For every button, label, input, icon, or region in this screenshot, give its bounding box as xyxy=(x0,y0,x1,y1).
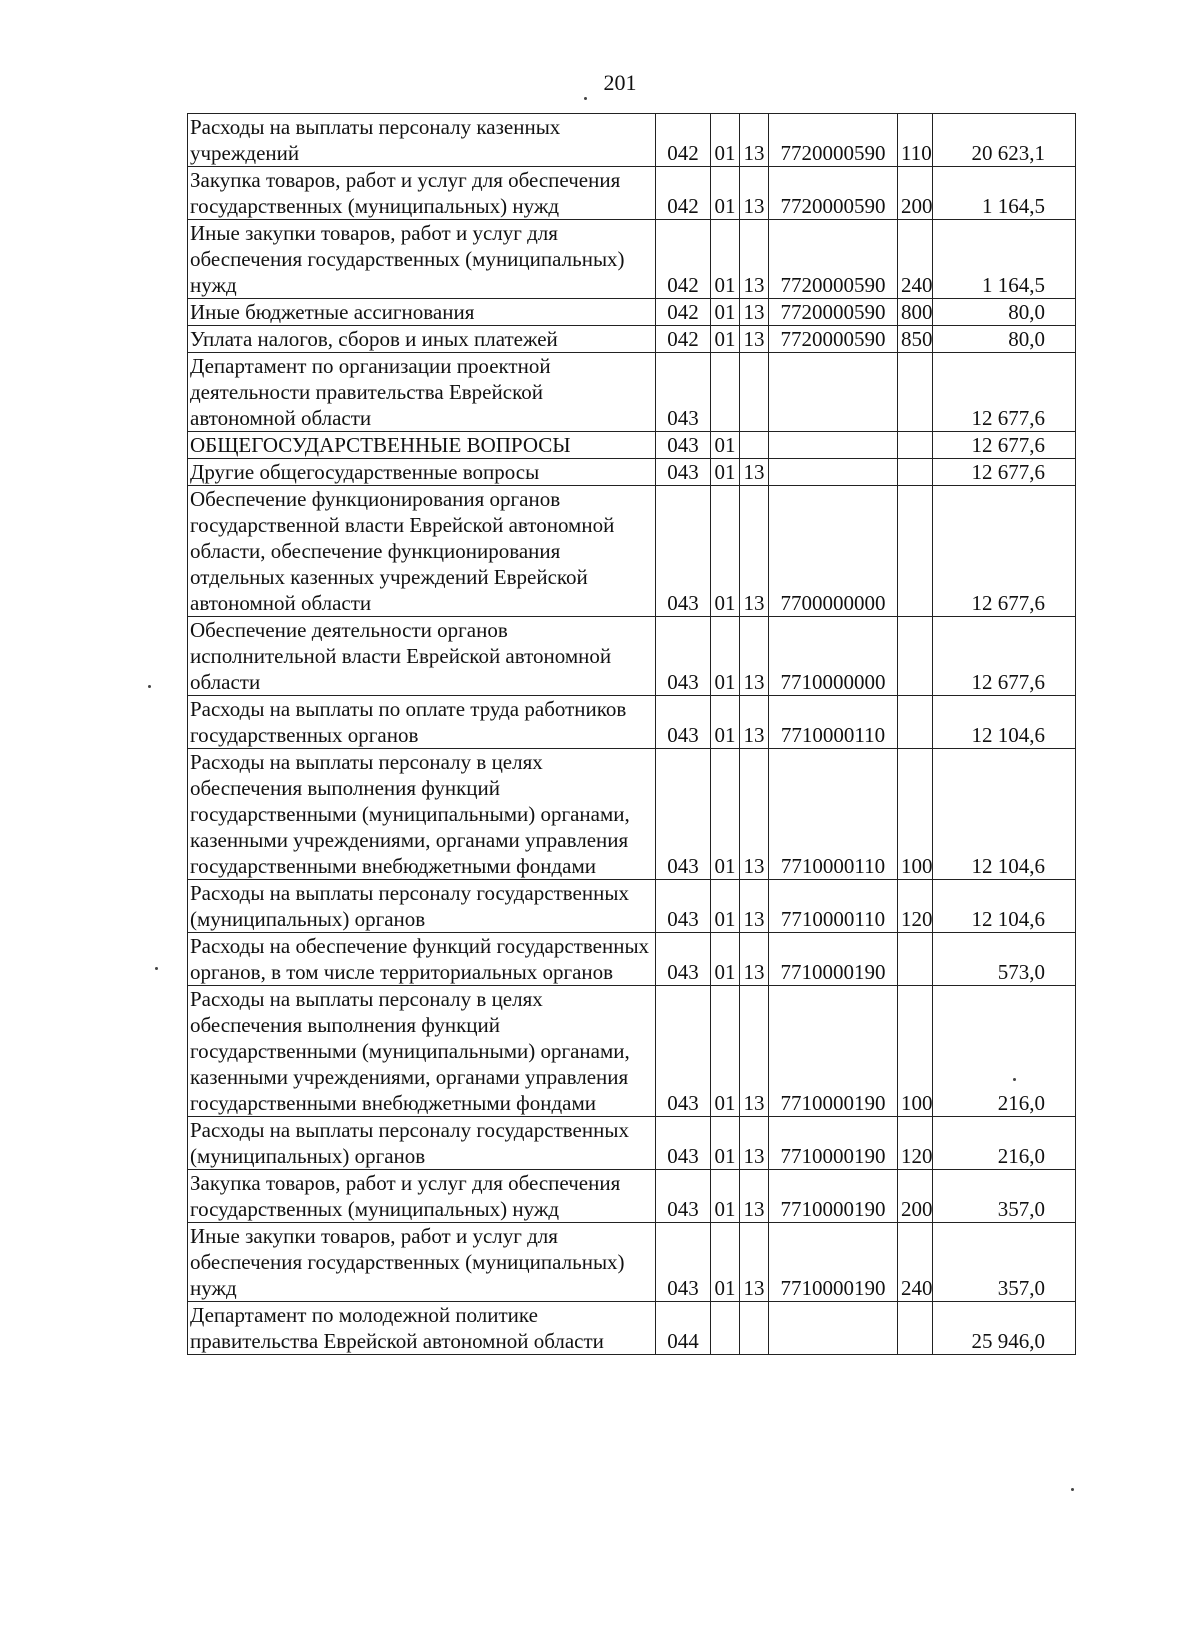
row-ved-code: 043 xyxy=(656,486,711,617)
row-subsection-code: 13 xyxy=(740,167,769,220)
row-subsection-code: 13 xyxy=(740,933,769,986)
row-section-code xyxy=(711,1302,740,1355)
row-target-article: 7710000110 xyxy=(769,880,898,933)
row-expense-type: 120 xyxy=(898,880,933,933)
row-subsection-code: 13 xyxy=(740,1223,769,1302)
row-expense-type: 240 xyxy=(898,1223,933,1302)
table-row xyxy=(188,880,1076,933)
table-row xyxy=(188,617,1076,696)
row-ved-code: 042 xyxy=(656,220,711,299)
row-target-article: 7720000590 xyxy=(769,326,898,353)
row-target-article xyxy=(769,432,898,459)
table-row xyxy=(188,486,1076,617)
row-subsection-code: 13 xyxy=(740,459,769,486)
row-section-code xyxy=(711,353,740,432)
row-amount: 25 946,0 xyxy=(933,1302,1076,1355)
row-amount: 357,0 xyxy=(933,1170,1076,1223)
row-amount: 12 677,6 xyxy=(933,432,1076,459)
row-amount: 20 623,1 xyxy=(933,114,1076,167)
row-subsection-code: 13 xyxy=(740,114,769,167)
row-section-code: 01 xyxy=(711,299,740,326)
row-expense-type xyxy=(898,696,933,749)
row-expense-type xyxy=(898,1302,933,1355)
scan-speck xyxy=(155,967,158,970)
row-subsection-code: 13 xyxy=(740,220,769,299)
row-amount: 1 164,5 xyxy=(933,220,1076,299)
row-expense-type: 200 xyxy=(898,167,933,220)
row-target-article: 7710000000 xyxy=(769,617,898,696)
row-subsection-code: 13 xyxy=(740,1170,769,1223)
table-row xyxy=(188,1117,1076,1170)
table-row xyxy=(188,220,1076,299)
row-ved-code: 043 xyxy=(656,933,711,986)
row-subsection-code: 13 xyxy=(740,986,769,1117)
row-subsection-code: 13 xyxy=(740,299,769,326)
row-target-article: 7700000000 xyxy=(769,486,898,617)
table-row xyxy=(188,986,1076,1117)
row-expense-type xyxy=(898,353,933,432)
row-ved-code: 043 xyxy=(656,432,711,459)
row-amount: 216,0 xyxy=(933,986,1076,1117)
row-name: ОБЩЕГОСУДАРСТВЕННЫЕ ВОПРОСЫ xyxy=(188,432,656,459)
scan-speck xyxy=(1013,1078,1016,1081)
row-section-code: 01 xyxy=(711,220,740,299)
budget-table xyxy=(187,113,1076,1355)
row-ved-code: 042 xyxy=(656,167,711,220)
row-name: Иные закупки товаров, работ и услуг для обеспечения государственных (муниципальных) нужд xyxy=(188,1223,656,1302)
row-section-code: 01 xyxy=(711,986,740,1117)
table-row xyxy=(188,1223,1076,1302)
row-section-code: 01 xyxy=(711,114,740,167)
row-expense-type xyxy=(898,432,933,459)
row-name: Уплата налогов, сборов и иных платежей xyxy=(188,326,656,353)
row-section-code: 01 xyxy=(711,1170,740,1223)
row-expense-type: 850 xyxy=(898,326,933,353)
row-section-code: 01 xyxy=(711,486,740,617)
table-row xyxy=(188,326,1076,353)
row-amount: 216,0 xyxy=(933,1117,1076,1170)
row-section-code: 01 xyxy=(711,696,740,749)
row-subsection-code xyxy=(740,1302,769,1355)
table-body xyxy=(188,114,1076,1355)
row-ved-code: 043 xyxy=(656,1117,711,1170)
row-name: Обеспечение функционирования органов государственной власти Еврейской автономной области, обеспечение функционирования отдельных казенных учреждений Еврейской автономной области xyxy=(188,486,656,617)
row-ved-code: 043 xyxy=(656,459,711,486)
row-target-article xyxy=(769,1302,898,1355)
row-section-code: 01 xyxy=(711,880,740,933)
page-number: 201 xyxy=(603,70,637,95)
table-row xyxy=(188,432,1076,459)
row-expense-type: 120 xyxy=(898,1117,933,1170)
row-name: Обеспечение деятельности органов исполнительной власти Еврейской автономной области xyxy=(188,617,656,696)
row-expense-type: 200 xyxy=(898,1170,933,1223)
row-target-article: 7710000190 xyxy=(769,933,898,986)
row-expense-type: 100 xyxy=(898,749,933,880)
row-subsection-code xyxy=(740,353,769,432)
row-ved-code: 043 xyxy=(656,986,711,1117)
table-row xyxy=(188,933,1076,986)
row-amount: 12 677,6 xyxy=(933,353,1076,432)
scan-speck xyxy=(148,685,151,688)
table-row xyxy=(188,299,1076,326)
row-name: Иные закупки товаров, работ и услуг для обеспечения государственных (муниципальных) нужд xyxy=(188,220,656,299)
row-ved-code: 042 xyxy=(656,326,711,353)
table-row xyxy=(188,353,1076,432)
row-amount: 12 677,6 xyxy=(933,486,1076,617)
row-subsection-code: 13 xyxy=(740,486,769,617)
row-ved-code: 042 xyxy=(656,299,711,326)
table-row xyxy=(188,1170,1076,1223)
row-subsection-code: 13 xyxy=(740,696,769,749)
row-target-article: 7710000190 xyxy=(769,1170,898,1223)
row-ved-code: 043 xyxy=(656,749,711,880)
scan-speck xyxy=(1071,1488,1074,1491)
row-expense-type: 110 xyxy=(898,114,933,167)
table-row xyxy=(188,459,1076,486)
row-section-code: 01 xyxy=(711,1223,740,1302)
row-target-article: 7710000190 xyxy=(769,1223,898,1302)
row-target-article xyxy=(769,459,898,486)
row-section-code: 01 xyxy=(711,1117,740,1170)
row-amount: 12 677,6 xyxy=(933,617,1076,696)
row-amount: 80,0 xyxy=(933,326,1076,353)
row-target-article: 7710000190 xyxy=(769,1117,898,1170)
row-amount: 12 677,6 xyxy=(933,459,1076,486)
row-name: Департамент по организации проектной деятельности правительства Еврейской автономной области xyxy=(188,353,656,432)
row-target-article xyxy=(769,353,898,432)
row-section-code: 01 xyxy=(711,167,740,220)
table-row xyxy=(188,749,1076,880)
row-subsection-code: 13 xyxy=(740,1117,769,1170)
row-target-article: 7720000590 xyxy=(769,114,898,167)
row-expense-type: 100 xyxy=(898,986,933,1117)
row-target-article: 7720000590 xyxy=(769,299,898,326)
row-expense-type xyxy=(898,617,933,696)
row-target-article: 7710000110 xyxy=(769,749,898,880)
row-ved-code: 042 xyxy=(656,114,711,167)
row-expense-type xyxy=(898,459,933,486)
row-name: Расходы на выплаты персоналу в целях обеспечения выполнения функций государственными (муниципальными) органами, казенными учреждениями, органами управления государственными внебюджетными фондами xyxy=(188,749,656,880)
row-section-code: 01 xyxy=(711,749,740,880)
row-name: Расходы на выплаты персоналу государственных (муниципальных) органов xyxy=(188,880,656,933)
row-name: Закупка товаров, работ и услуг для обеспечения государственных (муниципальных) нужд xyxy=(188,1170,656,1223)
row-ved-code: 043 xyxy=(656,696,711,749)
row-name: Расходы на выплаты персоналу казенных учреждений xyxy=(188,114,656,167)
row-section-code: 01 xyxy=(711,432,740,459)
row-amount: 1 164,5 xyxy=(933,167,1076,220)
row-expense-type xyxy=(898,486,933,617)
row-subsection-code: 13 xyxy=(740,749,769,880)
row-subsection-code: 13 xyxy=(740,880,769,933)
row-target-article: 7720000590 xyxy=(769,167,898,220)
row-target-article: 7720000590 xyxy=(769,220,898,299)
row-name: Закупка товаров, работ и услуг для обеспечения государственных (муниципальных) нужд xyxy=(188,167,656,220)
row-ved-code: 043 xyxy=(656,353,711,432)
row-amount: 573,0 xyxy=(933,933,1076,986)
row-section-code: 01 xyxy=(711,326,740,353)
row-name: Другие общегосударственные вопросы xyxy=(188,459,656,486)
row-expense-type: 800 xyxy=(898,299,933,326)
row-amount: 12 104,6 xyxy=(933,696,1076,749)
row-ved-code: 043 xyxy=(656,1223,711,1302)
row-name: Расходы на выплаты персоналу в целях обеспечения выполнения функций государственными (муниципальными) органами, казенными учреждениями, органами управления государственными внебюджетными фондами xyxy=(188,986,656,1117)
table-row xyxy=(188,696,1076,749)
row-name: Расходы на выплаты по оплате труда работников государственных органов xyxy=(188,696,656,749)
row-name: Иные бюджетные ассигнования xyxy=(188,299,656,326)
row-name: Расходы на обеспечение функций государственных органов, в том числе территориальных органов xyxy=(188,933,656,986)
row-amount: 12 104,6 xyxy=(933,749,1076,880)
row-ved-code: 044 xyxy=(656,1302,711,1355)
row-target-article: 7710000110 xyxy=(769,696,898,749)
row-ved-code: 043 xyxy=(656,880,711,933)
table-row xyxy=(188,114,1076,167)
row-section-code: 01 xyxy=(711,617,740,696)
row-ved-code: 043 xyxy=(656,1170,711,1223)
row-amount: 80,0 xyxy=(933,299,1076,326)
row-name: Департамент по молодежной политике правительства Еврейской автономной области xyxy=(188,1302,656,1355)
row-expense-type: 240 xyxy=(898,220,933,299)
row-subsection-code: 13 xyxy=(740,617,769,696)
row-subsection-code xyxy=(740,432,769,459)
row-section-code: 01 xyxy=(711,459,740,486)
row-ved-code: 043 xyxy=(656,617,711,696)
row-subsection-code: 13 xyxy=(740,326,769,353)
row-amount: 12 104,6 xyxy=(933,880,1076,933)
table-row xyxy=(188,167,1076,220)
row-section-code: 01 xyxy=(711,933,740,986)
row-amount: 357,0 xyxy=(933,1223,1076,1302)
row-target-article: 7710000190 xyxy=(769,986,898,1117)
row-name: Расходы на выплаты персоналу государственных (муниципальных) органов xyxy=(188,1117,656,1170)
table-row xyxy=(188,1302,1076,1355)
row-expense-type xyxy=(898,933,933,986)
scan-speck xyxy=(584,97,587,100)
